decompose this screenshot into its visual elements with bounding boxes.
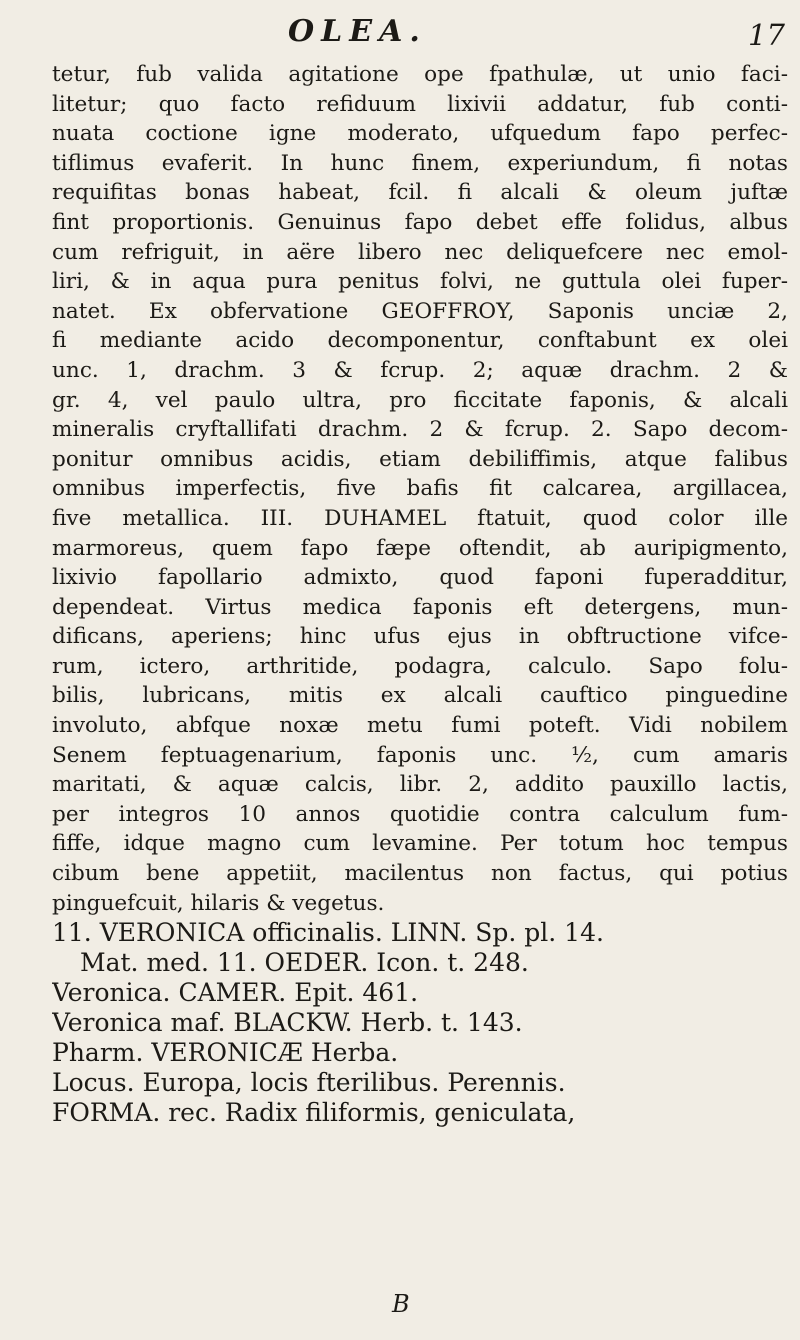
body-text	[52, 60, 788, 1128]
entry-heading: 11. VERONICA officinalis. LINN. Sp. pl. 14.	[52, 918, 604, 948]
text-line: liri, & in aqua pura penitus folvi, ne guttula olei fuper-	[52, 269, 788, 295]
text-line: cum refriguit, in aëre libero nec deliquefcere nec emol-	[52, 239, 788, 265]
text-line: ponitur omnibus acidis, etiam debiliffimis, atque falibus	[52, 446, 788, 472]
entry-line: Pharm. VERONICÆ Herba.	[52, 1038, 399, 1068]
text-line: cibum bene appetiit, macilentus non factus, qui potius	[52, 861, 788, 887]
text-line: Senem feptuagenarium, faponis unc. ½, cum amaris	[52, 742, 788, 768]
text-line: fint proportionis. Genuinus fapo debet effe folidus, albus	[52, 209, 788, 235]
page-header	[0, 14, 800, 64]
text-line: maritati, & aquæ calcis, libr. 2, addito pauxillo lactis,	[52, 772, 788, 798]
text-line: mineralis cryftallifati drachm. 2 & fcrup. 2. Sapo decom-	[52, 417, 788, 443]
text-line: marmoreus, quem fapo fæpe oftendit, ab auripigmento,	[52, 535, 788, 561]
entry-line: Veronica maf. BLACKW. Herb. t. 143.	[52, 1008, 523, 1038]
text-line: five metallica. III. DUHAMEL ftatuit, quod color ille	[52, 505, 788, 531]
text-line: natet. Ex obfervatione GEOFFROY, Saponis unciæ 2,	[52, 298, 788, 324]
entry-line: Veronica. CAMER. Epit. 461.	[52, 978, 419, 1008]
page-number: 17	[748, 18, 785, 52]
entry-line: FORMA. rec. Radix filiformis, geniculata,	[52, 1098, 576, 1128]
text-line: fiffe, idque magno cum levamine. Per totum hoc tempus	[52, 831, 788, 857]
entry-line: Mat. med. 11. OEDER. Icon. t. 248.	[80, 948, 529, 978]
text-line: unc. 1, drachm. 3 & fcrup. 2; aquæ drachm. 2 &	[52, 357, 788, 383]
text-line: requifitas bonas habeat, fcil. fi alcali & oleum juftæ	[52, 180, 788, 206]
text-line: tiflimus evaferit. In hunc finem, experiundum, fi notas	[52, 150, 788, 176]
text-line: pinguefcuit, hilaris & vegetus.	[52, 890, 385, 916]
text-line: fi mediante acido decomponentur, conftabunt ex olei	[52, 328, 788, 354]
text-line: involuto, abfque noxæ metu fumi poteft. Vidi nobilem	[52, 713, 788, 739]
text-line: bilis, lubricans, mitis ex alcali cauftico pinguedine	[52, 683, 788, 709]
text-line: litetur; quo facto refiduum lixivii addatur, fub conti-	[52, 91, 788, 117]
text-line: dificans, aperiens; hinc ufus ejus in obftructione vifce-	[52, 624, 788, 650]
text-line: rum, ictero, arthritide, podagra, calculo. Sapo folu-	[52, 653, 788, 679]
text-line: gr. 4, vel paulo ultra, pro ficcitate faponis, & alcali	[52, 387, 788, 413]
text-line: tetur, fub valida agitatione ope fpathulæ, ut unio faci-	[52, 62, 788, 87]
entry-line: Locus. Europa, locis fterilibus. Perennis.	[52, 1068, 566, 1098]
text-line: dependeat. Virtus medica faponis eft detergens, mun-	[52, 594, 788, 620]
text-line: omnibus imperfectis, five bafis fit calcarea, argillacea,	[52, 476, 788, 502]
text-line: nuata coctione igne moderato, ufquedum fapo perfec-	[52, 121, 788, 147]
text-line: lixivio fapollario admixto, quod faponi fuperadditur,	[52, 565, 788, 591]
running-title: OLEA.	[288, 14, 427, 49]
veronica-entry	[52, 918, 788, 1128]
text-line: per integros 10 annos quotidie contra calculum fum-	[52, 801, 788, 827]
signature-mark: B	[392, 1290, 410, 1318]
